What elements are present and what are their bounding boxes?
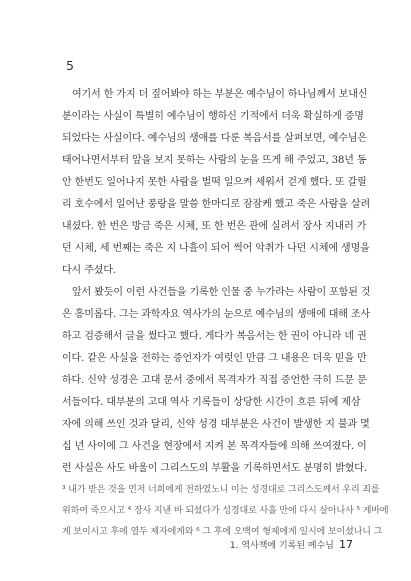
body-text	[62, 84, 389, 543]
text-line: 은 흥미롭다. 그는 과학자요 역사가의 눈으로 예수님의 생애에 대해 조사	[62, 309, 371, 320]
quote-line: ³ 내가 받은 것을 먼저 너희에게 전하였노니 이는 성경대로 그리스도께서 우리 죄를	[62, 485, 380, 495]
scripture-quote	[62, 480, 389, 543]
text-line: 자에 의해 쓰인 것과 달리, 신약 성경 대부분은 사건이 발생한 지 불과 몇	[62, 419, 370, 430]
quote-line: 게 보이시고 후에 열두 제자에게와 ⁶ 그 후에 오백여 형제에게 일시에 보이셨나니 그	[62, 527, 383, 537]
text-line: 여기서 한 가지 더 짚어봐야 하는 부분은 예수님이 하나님께서 보내신	[72, 89, 368, 100]
text-line: 되었다는 사실이다. 예수님의 생애를 다룬 복음서를 살펴보면, 예수님은	[62, 133, 367, 144]
text-line: 리 호수에서 일어난 풍랑을 말씀 한마디로 잠잠케 했고 죽은 사람을 살려	[62, 199, 371, 210]
text-line: 앞서 봤듯이 이런 사건들을 기록한 인물 중 누가라는 사람이 포함된 것	[72, 287, 371, 298]
text-line: 런 사실은 사도 바울이 그리스도의 부활을 기록하면서도 분명히 밝혔다.	[62, 463, 367, 474]
text-line: 다시 주셨다.	[62, 265, 116, 276]
text-line: 태어나면서부터 앞을 보지 못하는 사람의 눈을 뜨게 해 주었고, 38년 동	[62, 155, 367, 166]
text-line: 서들이다. 대부분의 고대 역사 기록들이 상당한 시간이 흐른 뒤에 제삼	[62, 397, 361, 408]
text-line: 분이라는 사실이 특별히 예수님이 행하신 기적에서 더욱 확실하게 증명	[62, 111, 364, 122]
text-line: 내셨다. 한 번은 방금 죽은 시체, 또 한 번은 관에 실려서 장사 지내러 가	[62, 221, 367, 232]
text-line: 던 시체, 세 번째는 죽은 지 나흘이 되어 썩어 악취가 나던 시체에 생명을	[62, 243, 370, 254]
text-line: 십 년 사이에 그 사건을 현장에서 지켜 본 목격자들에 의해 쓰여졌다. 이	[62, 441, 367, 452]
page-number: 17	[339, 538, 353, 551]
section-number: 5	[66, 58, 74, 73]
paragraph-1	[62, 84, 371, 282]
chapter-title: 1. 역사책에 기록된 예수님	[229, 541, 334, 551]
paragraph-2	[62, 282, 371, 480]
text-line: 하다. 신약 성경은 고대 문서 중에서 목격자가 직접 증언한 극히 드문 문	[62, 375, 367, 386]
text-line: 이다. 같은 사실을 전하는 증언자가 여럿인 만큼 그 내용은 더욱 믿을 만	[62, 353, 367, 364]
page-footer	[230, 538, 353, 551]
quote-line: 위하여 죽으시고 ⁴ 장사 지낸 바 되셨다가 성경대로 사흘 만에 다시 살아나사 ⁵ 게바에	[62, 506, 389, 516]
text-line: 하고 검증해서 글을 썼다고 했다. 게다가 복음서는 한 권이 아니라 네 권	[62, 331, 367, 342]
text-line: 안 한번도 일어나지 못한 사람을 벌떡 일으켜 세워서 걷게 했다. 또 갈릴	[62, 177, 367, 188]
